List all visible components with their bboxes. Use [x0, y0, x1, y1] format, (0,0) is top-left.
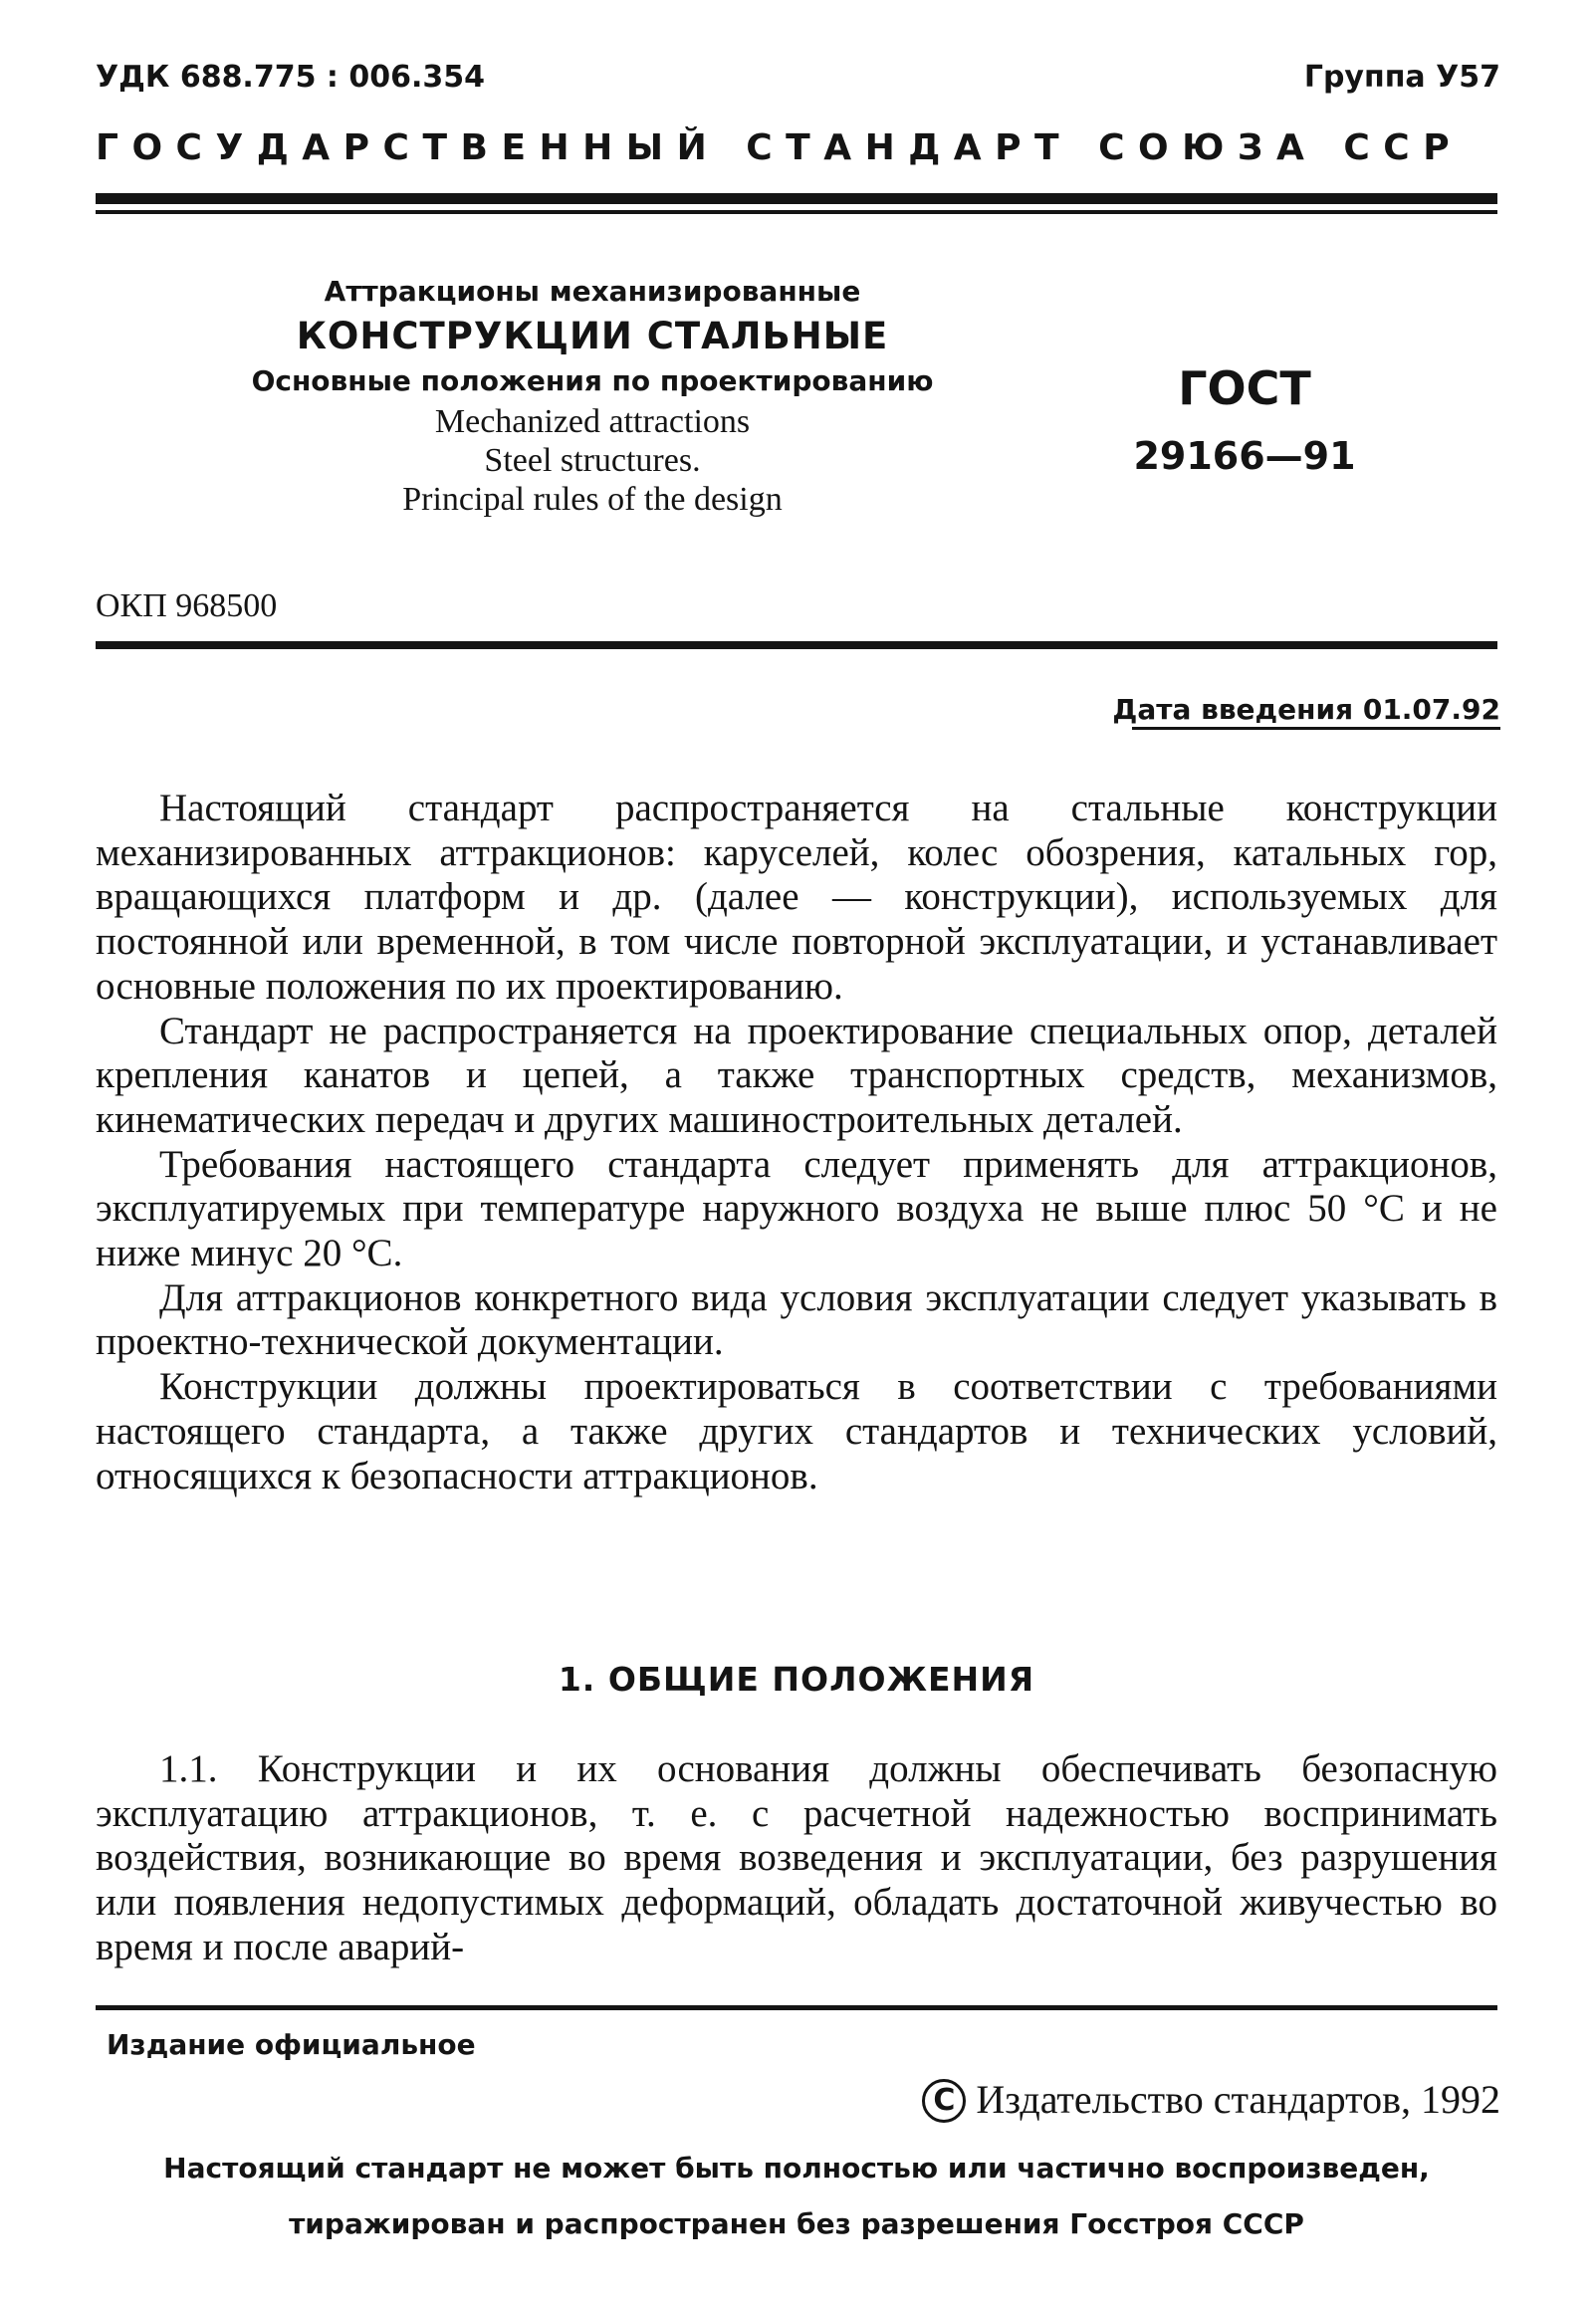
- intro-paragraph: Для аттракционов конкретного вида условия эксплуатации следует указывать в проектно-технической документации.: [96, 1275, 1497, 1364]
- group-code: Группа У57: [1303, 60, 1500, 95]
- header-rule-thick: [96, 193, 1497, 204]
- intro-paragraph: Стандарт не распространяется на проектирование специальных опор, деталей крепления канатов и цепей, а также транспортных средств, механизмов, кинематических передач и других машиностроительных деталей.: [96, 1009, 1497, 1141]
- okp-rule: [96, 641, 1497, 649]
- intro-text: [96, 787, 1497, 1498]
- title-category: Аттракционы механизированные: [324, 275, 861, 308]
- notice-line-2: тиражирован и распространен без разрешения Госстроя СССР: [289, 2207, 1304, 2240]
- title-subtitle: Основные положения по проектированию: [251, 364, 934, 397]
- copyright-text: Издательство стандартов, 1992: [976, 2077, 1500, 2122]
- okp-code: ОКП 968500: [96, 587, 278, 624]
- official-edition-label: Издание официальное: [107, 2028, 476, 2061]
- clause-1-1: [96, 1747, 1497, 1970]
- copyright-icon: C: [922, 2079, 966, 2123]
- title-main: КОНСТРУКЦИИ СТАЛЬНЫЕ: [296, 315, 889, 357]
- title-english-3: Principal rules of the design: [402, 481, 783, 518]
- title-english-2: Steel structures.: [484, 442, 701, 479]
- title-english-1: Mechanized attractions: [434, 403, 751, 440]
- reproduction-notice: [96, 2141, 1497, 2252]
- clause-paragraph: 1.1. Конструкции и их основания должны обеспечивать безопасную эксплуатацию аттракционов, т. е. с расчетной надежностью воспринимать воздействия, возникающие во время возведения и эксплуатации, без разрушения или появления недопустимых деформаций, обладать достаточной живучестью во время и после аварий-: [96, 1747, 1497, 1968]
- introduction-date: Дата введения 01.07.92: [1112, 693, 1500, 726]
- copyright-line: [922, 2076, 1500, 2123]
- gost-number: 29166—91: [1133, 434, 1356, 478]
- notice-line-1: Настоящий стандарт не может быть полностью или частично воспроизведен,: [163, 2152, 1430, 2184]
- gost-block: [1095, 358, 1394, 486]
- footer-rule: [96, 2005, 1497, 2010]
- header-rule-thin: [96, 210, 1497, 214]
- section-heading: 1. ОБЩИЕ ПОЛОЖЕНИЯ: [558, 1660, 1035, 1699]
- intro-paragraph: Требования настоящего стандарта следует применять для аттракционов, эксплуатируемых при температуре наружного воздуха не выше плюс 50 °С и не ниже минус 20 °С.: [96, 1142, 1497, 1275]
- udk-code: УДК 688.775 : 006.354: [96, 60, 485, 95]
- date-underline: [1132, 727, 1500, 730]
- gost-label: ГОСТ: [1178, 361, 1311, 415]
- title-block: [229, 271, 956, 519]
- intro-paragraph: Настоящий стандарт распространяется на стальные конструкции механизированных аттракционов: каруселей, колес обозрения, катальных гор, вращающихся платформ и др. (далее — конструкции), используемых для постоянной или временной, в том числе повторной эксплуатации, и устанавливает основные положения по их проектированию.: [96, 787, 1497, 1008]
- intro-paragraph: Конструкции должны проектироваться в соответствии с требованиями настоящего стандарта, а также других стандартов и технических условий, относящихся к безопасности аттракционов.: [96, 1365, 1497, 1497]
- state-standard-heading: ГОСУДАРСТВЕННЫЙ СТАНДАРТ СОЮЗА ССР: [96, 127, 1464, 168]
